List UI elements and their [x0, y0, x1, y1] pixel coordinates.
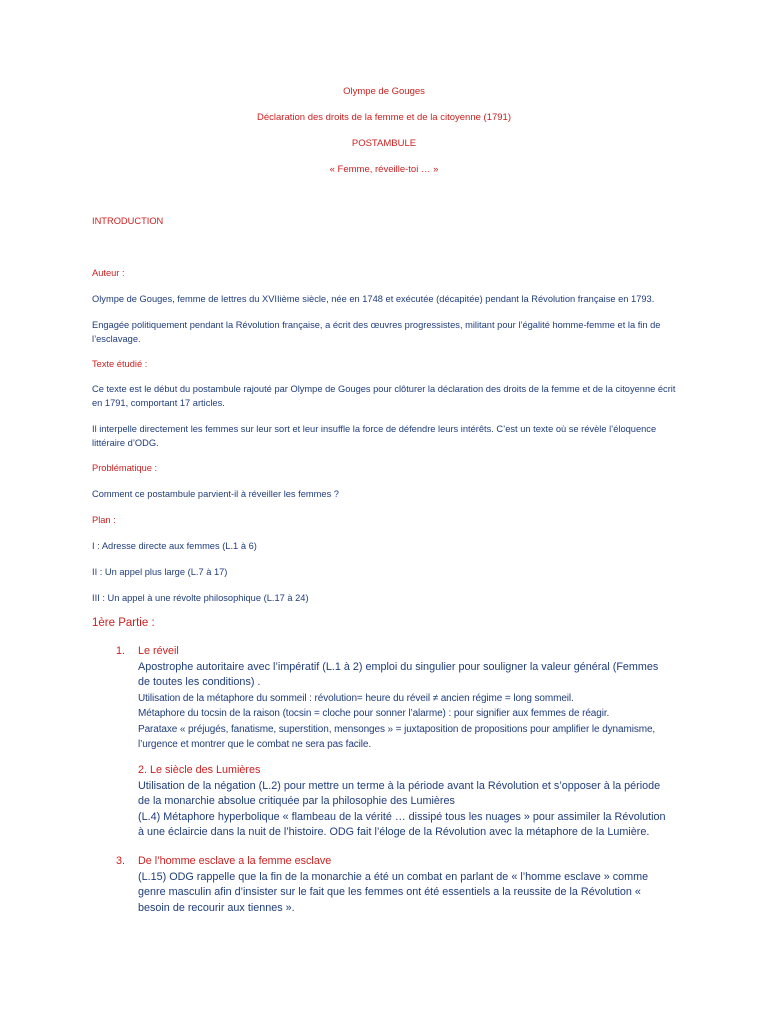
item-title: Le réveil — [138, 645, 179, 657]
item-line: Utilisation de la négation (L.2) pour mettre un terme à la période avant la Révolution et s’opposer à la période de la monarchie absolue critiquée par la philosophie des Lumières — [138, 779, 661, 807]
texte-label: Texte étudié : — [92, 359, 148, 369]
author-title: Olympe de Gouges — [343, 86, 425, 97]
plan-item-3: III : Un appel à une révolte philosophique (L.17 à 24) — [92, 593, 309, 603]
part1-heading: 1ère Partie : — [92, 617, 155, 629]
problematique-label: Problématique : — [92, 463, 158, 473]
item-line: Métaphore du tocsin de la raison (tocsin = cloche pour sonner l’alarme) : pour signifier aux femmes de réagir. — [138, 708, 610, 719]
item-title: 2. Le siècle des Lumières — [138, 764, 261, 776]
item-line: (L.15) ODG rappelle que la fin de la monarchie a été un combat en parlant de « l’homme esclave » comme genre masculin afin d’insister sur le fait que les femmes ont été essentiels a la reussite de la Révolution « besoin de recourir aux tiennes ». — [138, 870, 649, 914]
plan-item-1: I : Adresse directe aux femmes (L.1 à 6) — [92, 541, 257, 551]
plan-label: Plan : — [92, 515, 116, 525]
problematique-text: Comment ce postambule parvient-il à réveiller les femmes ? — [92, 489, 339, 499]
item-line: Parataxe « préjugés, fanatisme, superstition, mensonges » = juxtaposition de propositions pour amplifier le dynamisme, l’urgence et montrer que le combat ne sera pas facile. — [138, 723, 656, 750]
item-title: De l’homme esclave a la femme esclave — [138, 855, 332, 867]
item-line: (L.4) Métaphore hyperbolique « flambeau de la vérité … dissipé tous les nuages » pour assimiler la Révolution à une éclaircie dans la nuit de l’histoire. ODG fait l’éloge de la Révolution avec la métaphore de la Lumière. — [138, 810, 666, 838]
texte-paragraph-2: Il interpelle directement les femmes sur leur sort et leur insuffle la force de défendre leurs intérêts. C’est un texte où se révèle l’éloquence littéraire d’ODG. — [92, 424, 657, 448]
auteur-paragraph-2: Engagée politiquement pendant la Révolution française, a écrit des œuvres progressistes, militant pour l’égalité homme-femme et la fin de l’esclavage. — [92, 320, 661, 344]
item-line: Utilisation de la métaphore du sommeil : révolution= heure du réveil ≠ ancien régime = long sommeil. — [138, 692, 574, 704]
item-line: Apostrophe autoritaire avec l’impératif (L.1 à 2) emploi du singulier pour souligner la valeur général (Femmes de toutes les conditions) . — [138, 660, 659, 688]
plan-item-2: II : Un appel plus large (L.7 à 17) — [92, 567, 228, 577]
auteur-label: Auteur : — [92, 268, 125, 278]
introduction-heading: INTRODUCTION — [92, 216, 164, 226]
auteur-paragraph-1: Olympe de Gouges, femme de lettres du XVIIième siècle, née en 1748 et exécutée (décapitée) pendant la Révolution française en 1793. — [92, 294, 655, 304]
texte-paragraph-1: Ce texte est le début du postambule rajouté par Olympe de Gouges pour clôturer la déclaration des droits de la femme et de la citoyenne écrit en 1791, comportant 17 articles. — [92, 384, 676, 408]
section-title: POSTAMBULE — [351, 138, 417, 149]
quote-title: « Femme, réveille-toi … » — [329, 164, 439, 175]
work-title: Déclaration des droits de la femme et de la citoyenne (1791) — [257, 112, 511, 123]
item-number: 3. — [116, 855, 126, 867]
item-number: 1. — [116, 645, 126, 657]
